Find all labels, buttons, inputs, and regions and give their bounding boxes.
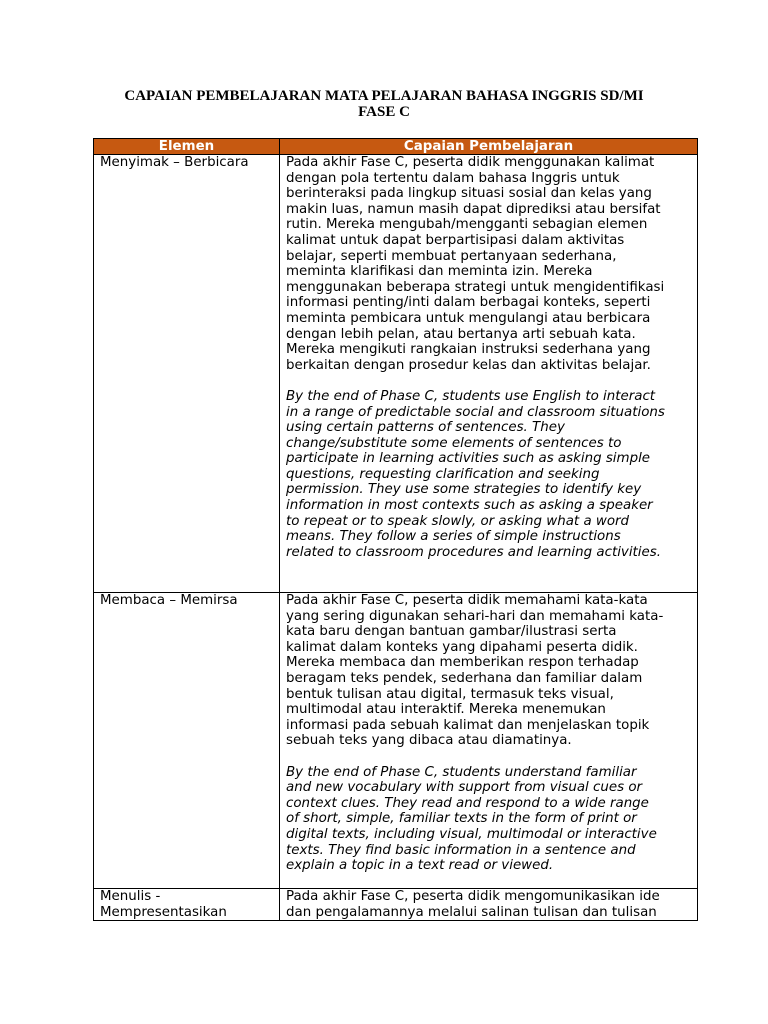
outcome-cell-clip	[286, 889, 691, 920]
element-cell-clip	[100, 889, 273, 920]
element-name: Menyimak – Berbicara	[100, 155, 249, 170]
element-name: Membaca – Memirsa	[100, 593, 238, 608]
element-cell	[94, 889, 280, 921]
element-cell	[94, 593, 280, 889]
outcome-cell	[280, 593, 698, 889]
table-row	[94, 889, 698, 921]
table-row	[94, 593, 698, 889]
element-name: Menulis - Mempresentasikan	[100, 889, 227, 920]
table-header-row	[94, 139, 698, 155]
element-cell	[94, 155, 280, 593]
outcome-cell	[280, 155, 698, 593]
document-title: CAPAIAN PEMBELAJARAN MATA PELAJARAN BAHASA INGGRIS SD/MI	[124, 88, 644, 104]
table-row	[94, 155, 698, 593]
learning-outcomes-table	[93, 138, 698, 921]
outcome-text-indonesian: Pada akhir Fase C, peserta didik memahami kata-kata yang sering digunakan sehari-hari dan memahami kata- kata baru dengan bantuan gambar/ilustrasi serta kalimat dalam konteks yang dipahami peserta didik. Mereka membaca dan memberikan respon terhadap beragam teks pendek, sederhana dan familiar dalam bentuk tulisan atau digital, termasuk teks visual, multimodal atau interaktif. Mereka menemukan informasi pada sebuah kalimat dan menjelaskan topik sebuah teks yang dibaca atau diamatinya.	[286, 593, 664, 749]
outcome-text-indonesian: Pada akhir Fase C, peserta didik menggunakan kalimat dengan pola tertentu dalam bahasa Inggris untuk berinteraksi pada lingkup situasi sosial dan kelas yang makin luas, namun masih dapat diprediksi atau bersifat rutin. Mereka mengubah/mengganti sebagian elemen kalimat untuk dapat berpartisipasi dalam aktivitas belajar, seperti membuat pertanyaan sederhana, meminta klarifikasi dan meminta izin. Mereka menggunakan beberapa strategi untuk mengidentifikasi informasi penting/inti dalam berbagai konteks, seperti meminta pembicara untuk mengulangi atau berbicara dengan lebih pelan, atau bertanya arti sebuah kata. Mereka mengikuti rangkaian instruksi sederhana yang berkaitan dengan prosedur kelas dan aktivitas belajar.	[286, 155, 665, 373]
outcome-text-indonesian: Pada akhir Fase C, peserta didik mengomunikasikan ide dan pengalamannya melalui salinan tulisan dan tulisan	[286, 889, 660, 920]
outcome-text-english: By the end of Phase C, students use English to interact in a range of predictable social and classroom situations using certain patterns of sentences. They change/substitute some elements of sentences to participate in learning activities such as asking simple questions, requesting clarification and seeking permission. They use some strategies to identify key information in most contexts such as asking a speaker to repeat or to speak slowly, or asking what a word means. They follow a series of simple instructions related to classroom procedures and learning activities.	[286, 388, 665, 560]
column-header-capaian: Capaian Pembelajaran	[280, 139, 698, 155]
outcome-text-english: By the end of Phase C, students understand familiar and new vocabulary with support from visual cues or context clues. They read and respond to a wide range of short, simple, familiar texts in the form of print or digital texts, including visual, multimodal or interactive texts. They find basic information in a sentence and explain a topic in a text read or viewed.	[286, 764, 657, 874]
column-header-elemen: Elemen	[94, 139, 280, 155]
outcome-cell	[280, 889, 698, 921]
document-subtitle-phase: FASE C	[358, 104, 410, 120]
